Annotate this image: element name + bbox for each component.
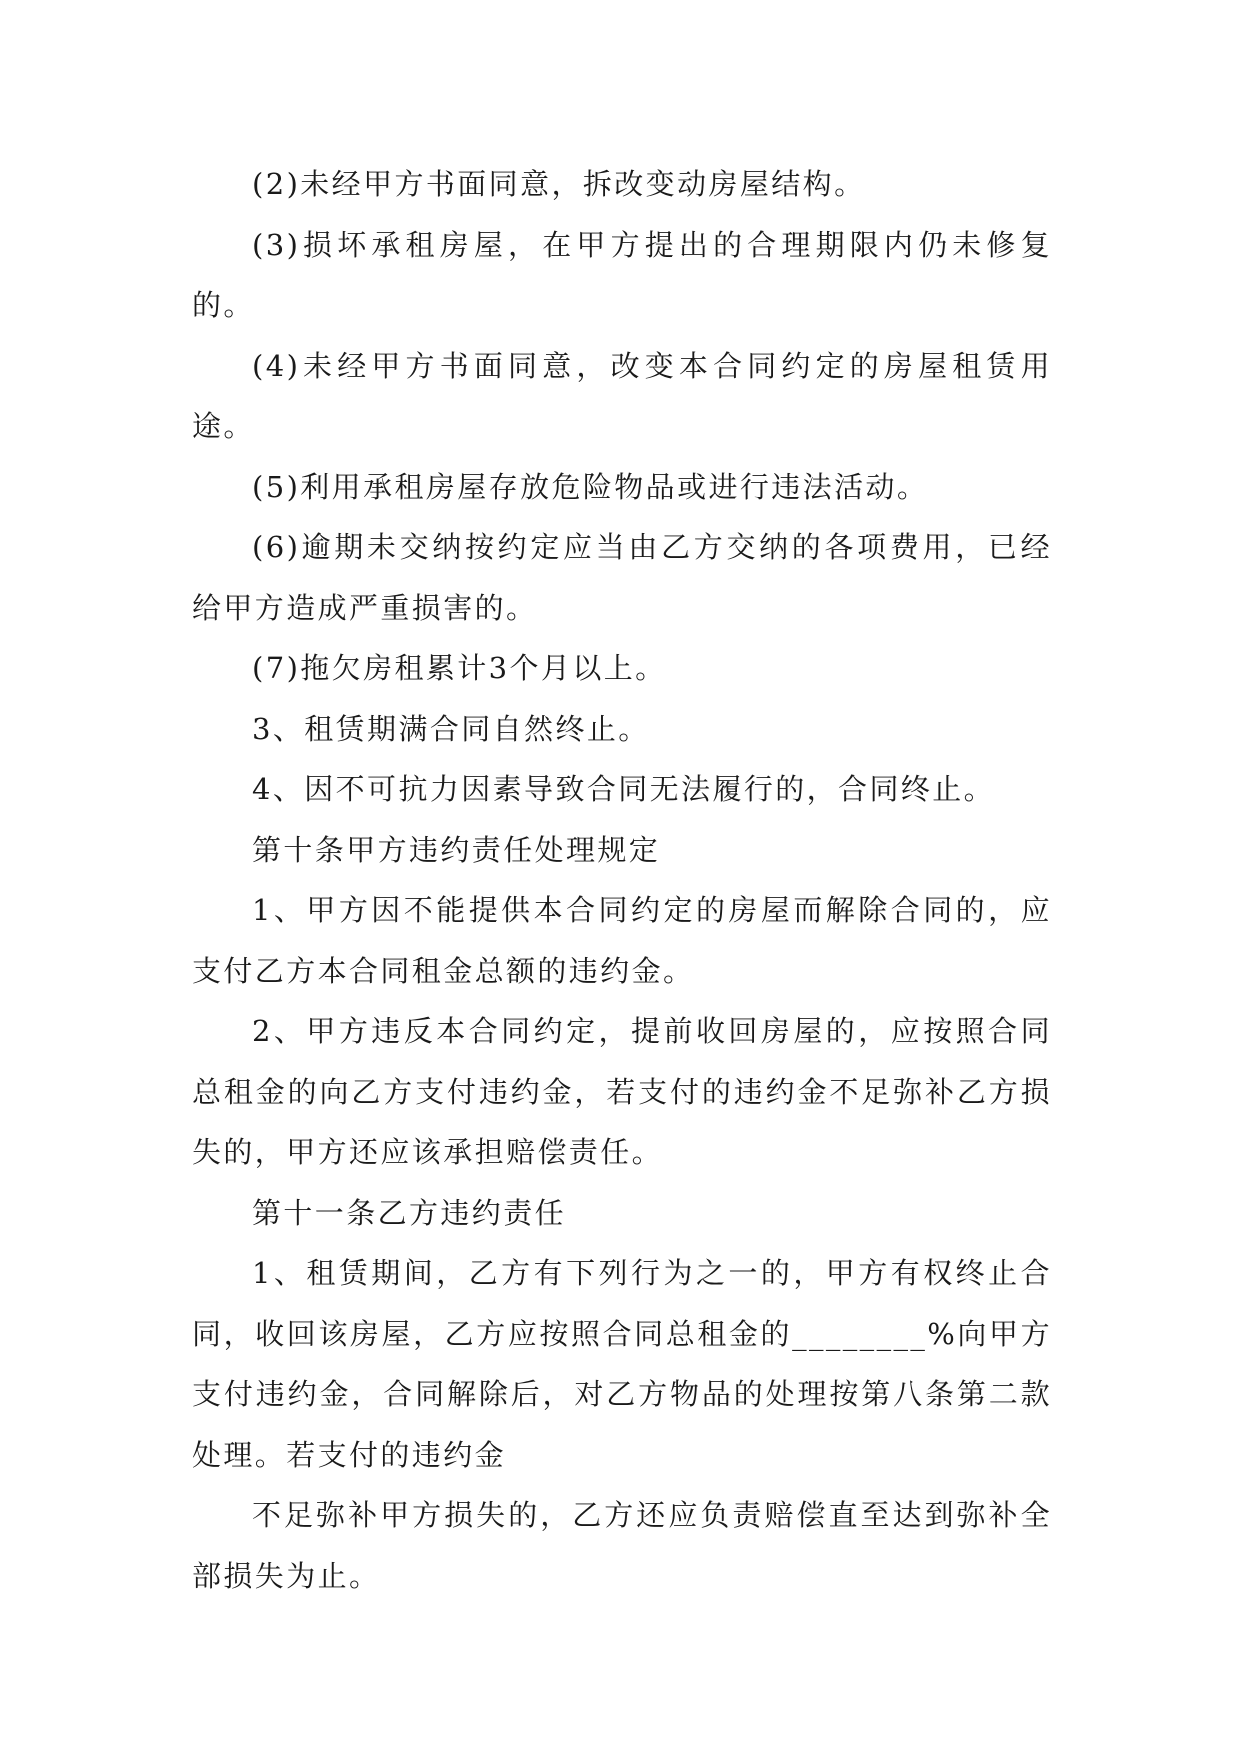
- article-10-item-2: 2、甲方违反本合同约定，提前收回房屋的，应按照合同总租金的向乙方支付违约金，若支付的违约金不足弥补乙方损失的，甲方还应该承担赔偿责任。: [192, 1014, 1052, 1169]
- article-11-item-1: 1、租赁期间，乙方有下列行为之一的，甲方有权终止合同，收回该房屋，乙方应按照合同总租金的________%向甲方支付违约金，合同解除后，对乙方物品的处理按第八条第二款处理。若支付的违约金: [192, 1256, 1052, 1472]
- clause-item-4: (4)未经甲方书面同意，改变本合同约定的房屋租赁用途。: [192, 348, 1052, 443]
- clause-lease-expiry: 3、租赁期满合同自然终止。: [252, 711, 650, 746]
- document-body: [192, 154, 1052, 1606]
- clause-item-2: (2)未经甲方书面同意，拆改变动房屋结构。: [252, 167, 866, 201]
- clause-force-majeure: 4、因不可抗力因素导致合同无法履行的，合同终止。: [252, 772, 996, 806]
- article-10-item-1: 1、甲方因不能提供本合同约定的房屋而解除合同的，应支付乙方本合同租金总额的违约金。: [192, 893, 1052, 988]
- clause-item-6: (6)逾期未交纳按约定应当由乙方交纳的各项费用，已经给甲方造成严重损害的。: [192, 530, 1052, 625]
- article-11-continuation: 不足弥补甲方损失的，乙方还应负责赔偿直至达到弥补全部损失为止。: [192, 1498, 1052, 1593]
- clause-item-5: (5)利用承租房屋存放危险物品或进行违法活动。: [252, 469, 929, 504]
- clause-item-3: (3)损坏承租房屋，在甲方提出的合理期限内仍未修复的。: [192, 227, 1052, 322]
- article-11-heading: 第十一条乙方违约责任: [252, 1195, 567, 1230]
- article-10-heading: 第十条甲方违约责任处理规定: [252, 832, 661, 867]
- clause-item-7: (7)拖欠房租累计3个月以上。: [252, 651, 667, 685]
